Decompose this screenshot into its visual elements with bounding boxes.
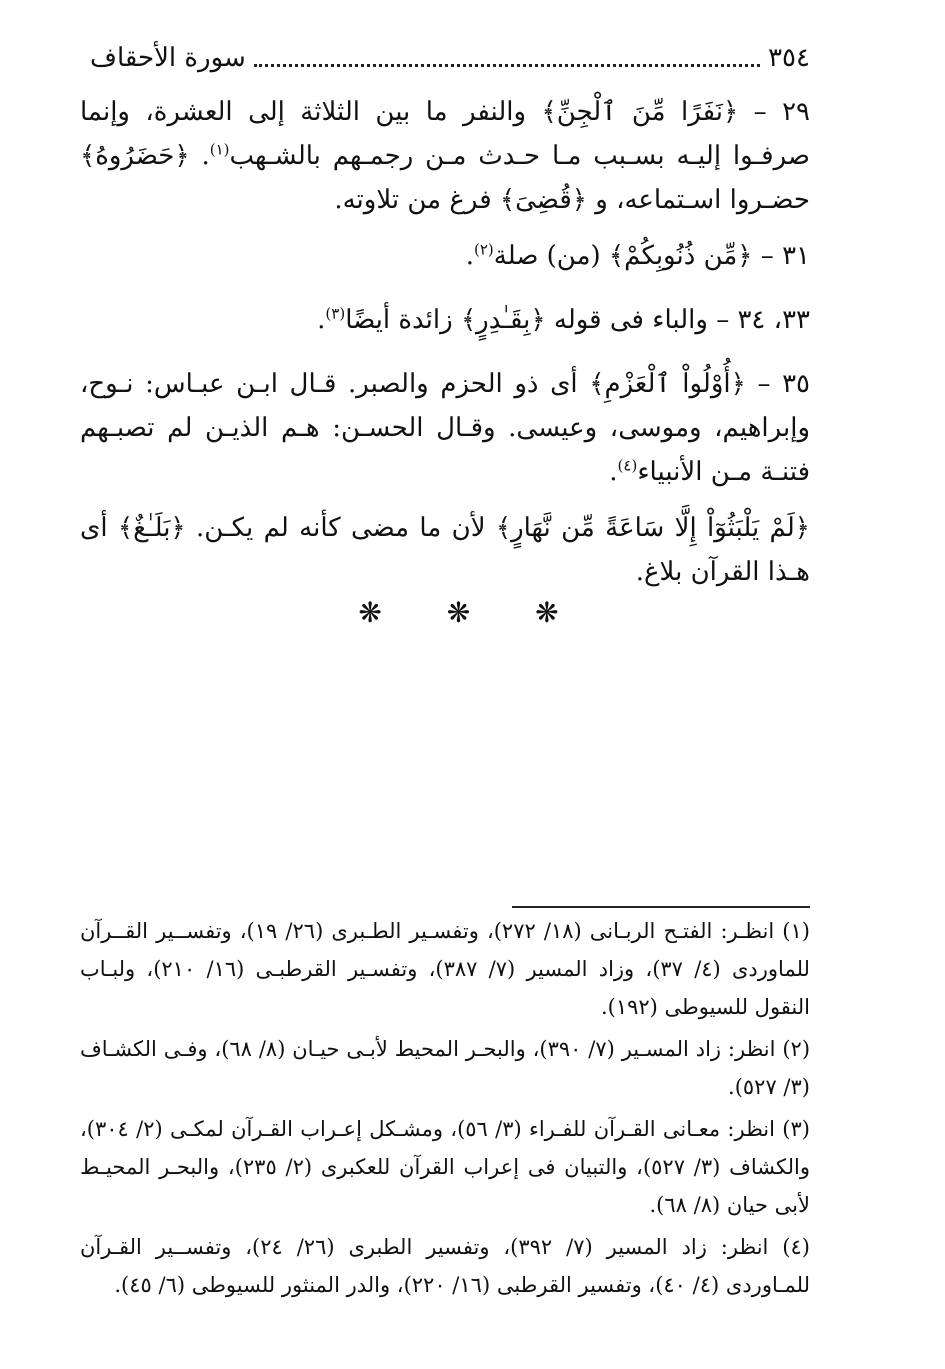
footnote-3: (٣) انظر: معـانى القـرآن للفـراء (٣/ ٥٦)، ومشـكل إعـراب القـرآن لمكـى (٢/ ٣٠٤)، والكشاف (٣/ ٥٢٧)، والتبيان فى إعراب القرآن للعكبرى (٢/ ٢٣٥)، والبحـر المحيـط لأبى حيان (٨/ ٦٨). — [80, 1117, 810, 1217]
footnotes — [80, 912, 810, 1308]
surah-title: سورة الأحقاف — [90, 43, 246, 73]
paragraph-verse-33-34: ٣٣، ٣٤ – والباء فى قوله ﴿بِقَـٰدِرٍ﴾ زائدة أيضًا$^{(٣)}$. — [317, 304, 810, 335]
paragraph-verse-31: ٣١ – ﴿مِّن ذُنُوبِكُمْ﴾ (من) صلة$^{(٢)}$. — [465, 240, 810, 271]
footnote-divider — [512, 906, 810, 908]
main-text — [80, 90, 810, 606]
running-header — [90, 38, 810, 78]
section-separator: ❋ ❋ ❋ — [358, 596, 587, 629]
page-number: ٣٥٤ — [768, 43, 810, 73]
footnote-ref[interactable]: (١) — [209, 140, 230, 159]
header-dot-leader — [254, 50, 760, 67]
paragraph-verse-35: ٣٥ – ﴿أُوْلُواْ ٱلْعَزْمِ﴾ أى ذو الحزم والصبر. قـال ابـن عبـاس: نـوح، وإبراهيم، وموسى، وعيسى. وقـال الحسـن: هـم الذيـن لم تصبـهم فتنـة مـن الأنبياء$^{(٤)}$. — [80, 369, 810, 487]
paragraph-verse-29: ٢٩ – ﴿نَفَرًا مِّنَ ٱلْجِنِّ﴾ والنفر ما بين الثلاثة إلى العشرة، وإنما صرفـوا إليـه بسـبب مـا حـدث مـن رجمـهم بالشـهب$^{(١)}$. ﴿حَضَرُوهُ﴾ حضـروا اسـتماعه، و ﴿قُضِىَ﴾ فرغ من تلاوته. — [80, 97, 810, 215]
footnote-4: (٤) انظر: زاد المسير (٧/ ٣٩٢)، وتفسير الطبرى (٢٦/ ٢٤)، وتفســير القـرآن للمـاوردى (٤/ ٤٠)، وتفسير القرطبى (١٦/ ٢٢٠)، والدر المنثور للسيوطى (٦/ ٤٥). — [80, 1235, 810, 1297]
footnote-1: (١) انظـر: الفتـح الربـانى (١٨/ ٢٧٢)، وتفسـير الطـبرى (٢٦/ ١٩)، وتفســير القــرآن للماوردى (٤/ ٣٧)، وزاد المسير (٧/ ٣٨٧)، وتفسـير القرطبـى (١٦/ ٢١٠)، ولبـاب النقول للسيوطى (١٩٢). — [80, 919, 810, 1019]
paragraph-verse-35-cont: ﴿لَمْ يَلْبَثُوٓاْ إِلَّا سَاعَةً مِّن نَّهَارٍ﴾ لأن ما مضى كأنه لم يكـن. ﴿بَلَـٰغٌ﴾ أى هـذا القرآن بلاغ. — [80, 513, 810, 587]
footnote-ref[interactable]: (٤) — [617, 456, 638, 475]
footnote-ref[interactable]: (٢) — [473, 240, 494, 259]
footnote-2: (٢) انظر: زاد المسـير (٧/ ٣٩٠)، والبحـر المحيط لأبـى حيـان (٨/ ٦٨)، وفـى الكشـاف (٣/ ٥٢٧). — [80, 1037, 811, 1099]
footnote-ref[interactable]: (٣) — [325, 304, 346, 323]
